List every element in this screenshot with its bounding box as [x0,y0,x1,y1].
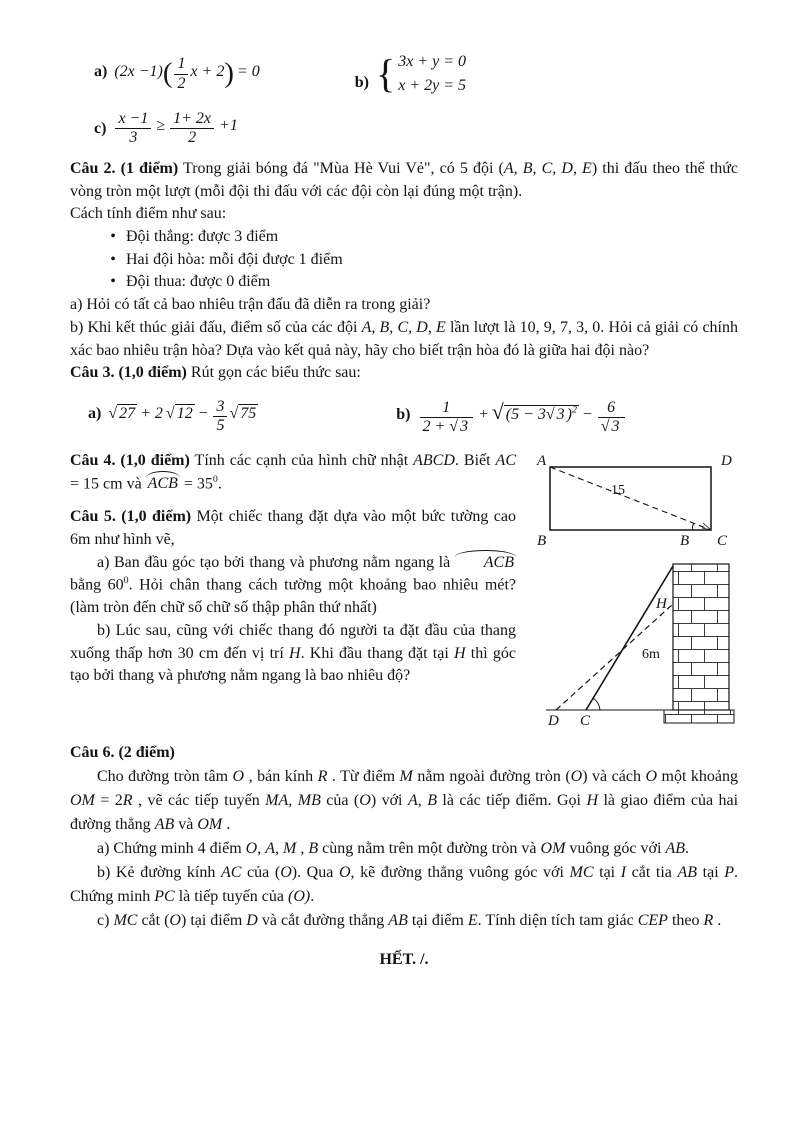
wall-base [664,710,734,723]
q1-a-expression [114,55,262,92]
nested-radical: √ 3 [546,405,567,423]
bullet-text: Hai đội hòa: mỗi đội được 1 điểm [126,250,343,268]
point-label-d: D [548,713,559,730]
operator: + [478,405,489,423]
q1-item-c [94,110,738,148]
expr-inner: x + 2 [190,62,225,80]
q3-item-b [396,397,626,436]
q1-item-b [355,50,466,98]
diagonal-ac [550,467,711,530]
radical: √ 3 [449,417,470,435]
bullet-text: Đội thua: được 0 điểm [126,273,271,291]
q5-intro: Câu 5. (1,0 điểm) Một chiếc thang đặt dựa vào một bức tường cao 6m như hình vẽ, [70,508,516,548]
corner-label-a: A [537,453,547,470]
angle-mark-foot [594,699,601,711]
open-paren: ( [162,56,173,89]
brick-wall [673,564,729,710]
list-item [100,249,738,272]
q2-scoring-list [100,226,738,294]
fraction-left: $\frac{x -1}{3}$ [113,110,153,148]
expr-equals: = 0 [236,62,260,80]
q2-scoring-intro: Cách tính điểm như sau: [70,205,227,223]
expr-tail: +1 [219,117,238,135]
big-radical [492,406,579,423]
fraction: $\frac{3}{5}$ [211,398,229,436]
q2-part-b: b) Khi kết thúc giải đấu, điểm số của các đội A, B, C, D, E lần lượt là 10, 9, 7, 3, 0. Hỏi cả giải có chính xác bao nhiêu trận hòa? Dựa vào kết quả này, hãy cho biết trận hòa đó là giữa hai đội nào? [70,318,739,359]
bullet-icon: • [110,273,116,291]
diagonal-length-label: 15 [611,483,625,499]
close-paren: ) [224,56,234,89]
rectangle-figure [533,452,738,548]
q1-item-a [94,55,263,93]
radical: √ 12 [166,404,195,422]
end-marker: HẾT. /. [379,951,429,969]
q1-c-inequality [113,110,240,148]
q1-items-ab [94,50,738,98]
figures-column [526,452,738,738]
q2-intro: Câu 2. (1 điểm) Trong giải bóng đá "Mùa Hè Vui Vẻ", có 5 đội (A, B, C, D, E) thi đấu theo thể thức vòng tròn một lượt (mỗi đội thi đấu với các đội còn lại đúng một trận). [70,159,738,200]
corner-label-b-left: B [537,533,547,549]
radicand-text: ) [566,405,572,423]
fraction-one-half: $\frac{1}{2}$ [172,55,190,93]
relation-symbol: ≥ [156,117,166,135]
q2-part-a: a) Hỏi có tất cả bao nhiêu trận đấu đã diễn ra trong giải? [70,296,431,314]
radical: √ 3 [601,417,622,435]
ladder-initial [586,566,673,710]
q3-item-a [88,398,258,436]
q3-b-expression [418,398,627,435]
q5-part-a: a) Ban đầu góc tạo bởi thang và phương nằm ngang là ACB bằng $60^0$. Hỏi chân thang cách tường một khoảng bao nhiêu mét? (làm tròn đến chữ số chữ số thập phân thứ nhất) [70,553,516,617]
q6-heading: Câu 6. (2 điểm) [70,744,175,762]
expr-prefix: (2x −1) [114,62,163,80]
angle-mark-c [693,524,695,531]
q3-heading: Câu 3. (1,0 điểm) Rút gọn các biểu thức sau: [70,364,361,382]
ladder-figure [542,558,738,738]
q4-text: Câu 4. (1,0 điểm) Tính các cạnh của hình chữ nhật ABCD. Biết AC = 15 cm và ACB = $35^0$. [70,450,738,496]
system-eq-1: 3x + y = 0 [398,53,467,70]
fraction: 6 √ 3 [596,399,627,437]
radical: √ 75 [229,404,258,422]
list-item [100,271,738,294]
q3-expressions [88,397,738,436]
q5-part-b: b) Lúc sau, cũng với chiếc thang đó người ta đặt đầu của thang xuống thấp hơn 30 cm đến vị trí H. Khi đầu thang đặt tại H thì góc tạo bởi thang và phương nằm ngang là bao nhiêu độ? [70,622,516,685]
operator: − [197,405,209,423]
bullet-icon: • [110,227,116,245]
bullet-icon: • [110,250,116,268]
corner-label-d: D [721,453,732,470]
point-label-h: H [656,596,667,613]
radical: √ 27 [108,404,137,422]
q3-a-label: a) [88,405,102,423]
label-b-right: B [680,533,690,549]
q3-a-expression [108,397,258,435]
q1-a-label: a) [94,62,108,80]
fraction-right: $\frac{1+ 2x}{2}$ [168,110,216,148]
radicand-text: (5 − 3 [505,405,546,423]
den-text: 2 + [422,417,446,435]
exponent: 2 [571,404,577,416]
q3-b-label: b) [396,405,411,423]
operator: − [581,405,593,423]
q6-part-b: b) Kẻ đường kính AC của (O). Qua O, kẽ đường thẳng vuông góc với MC tại I cắt tia AB tại P. Chứng minh PC là tiếp tuyến của (O). [70,864,739,906]
fraction: $\frac{1}{2 + √ 3}$ [418,399,476,437]
system-eq-2: x + 2y = 5 [398,77,467,94]
q6-intro: Cho đường tròn tâm O , bán kính R . Từ điểm M nằm ngoài đường tròn (O) và cách O một khoảng OM = 2R , vẽ các tiếp tuyến MA, MB của (O) với A, B là các tiếp điểm. Gọi H là giao điểm của hai đường thẳng AB và OM . [70,768,739,834]
system-equations [398,50,466,98]
q6-part-c: c) MC cắt (O) tại điểm D và cắt đường thẳng AB tại điểm E. Tính diện tích tam giác CEP theo R . [97,912,722,930]
point-label-c: C [580,713,591,730]
equation-system: { 3x + y = 0 x + 2y = 5 [376,51,467,96]
q6-part-a: a) Chứng minh 4 điểm O, A, M , B cùng nằm trên một đường tròn và OM vuông góc với AB. [97,840,689,858]
bullet-text: Đội thắng: được 3 điểm [126,227,279,245]
operator: + 2 [140,405,163,423]
q1-b-label: b) [354,74,370,91]
wall-height-label: 6m [642,647,660,663]
q1-c-label: c) [94,119,107,137]
list-item [100,226,738,249]
corner-label-c: C [717,533,728,549]
